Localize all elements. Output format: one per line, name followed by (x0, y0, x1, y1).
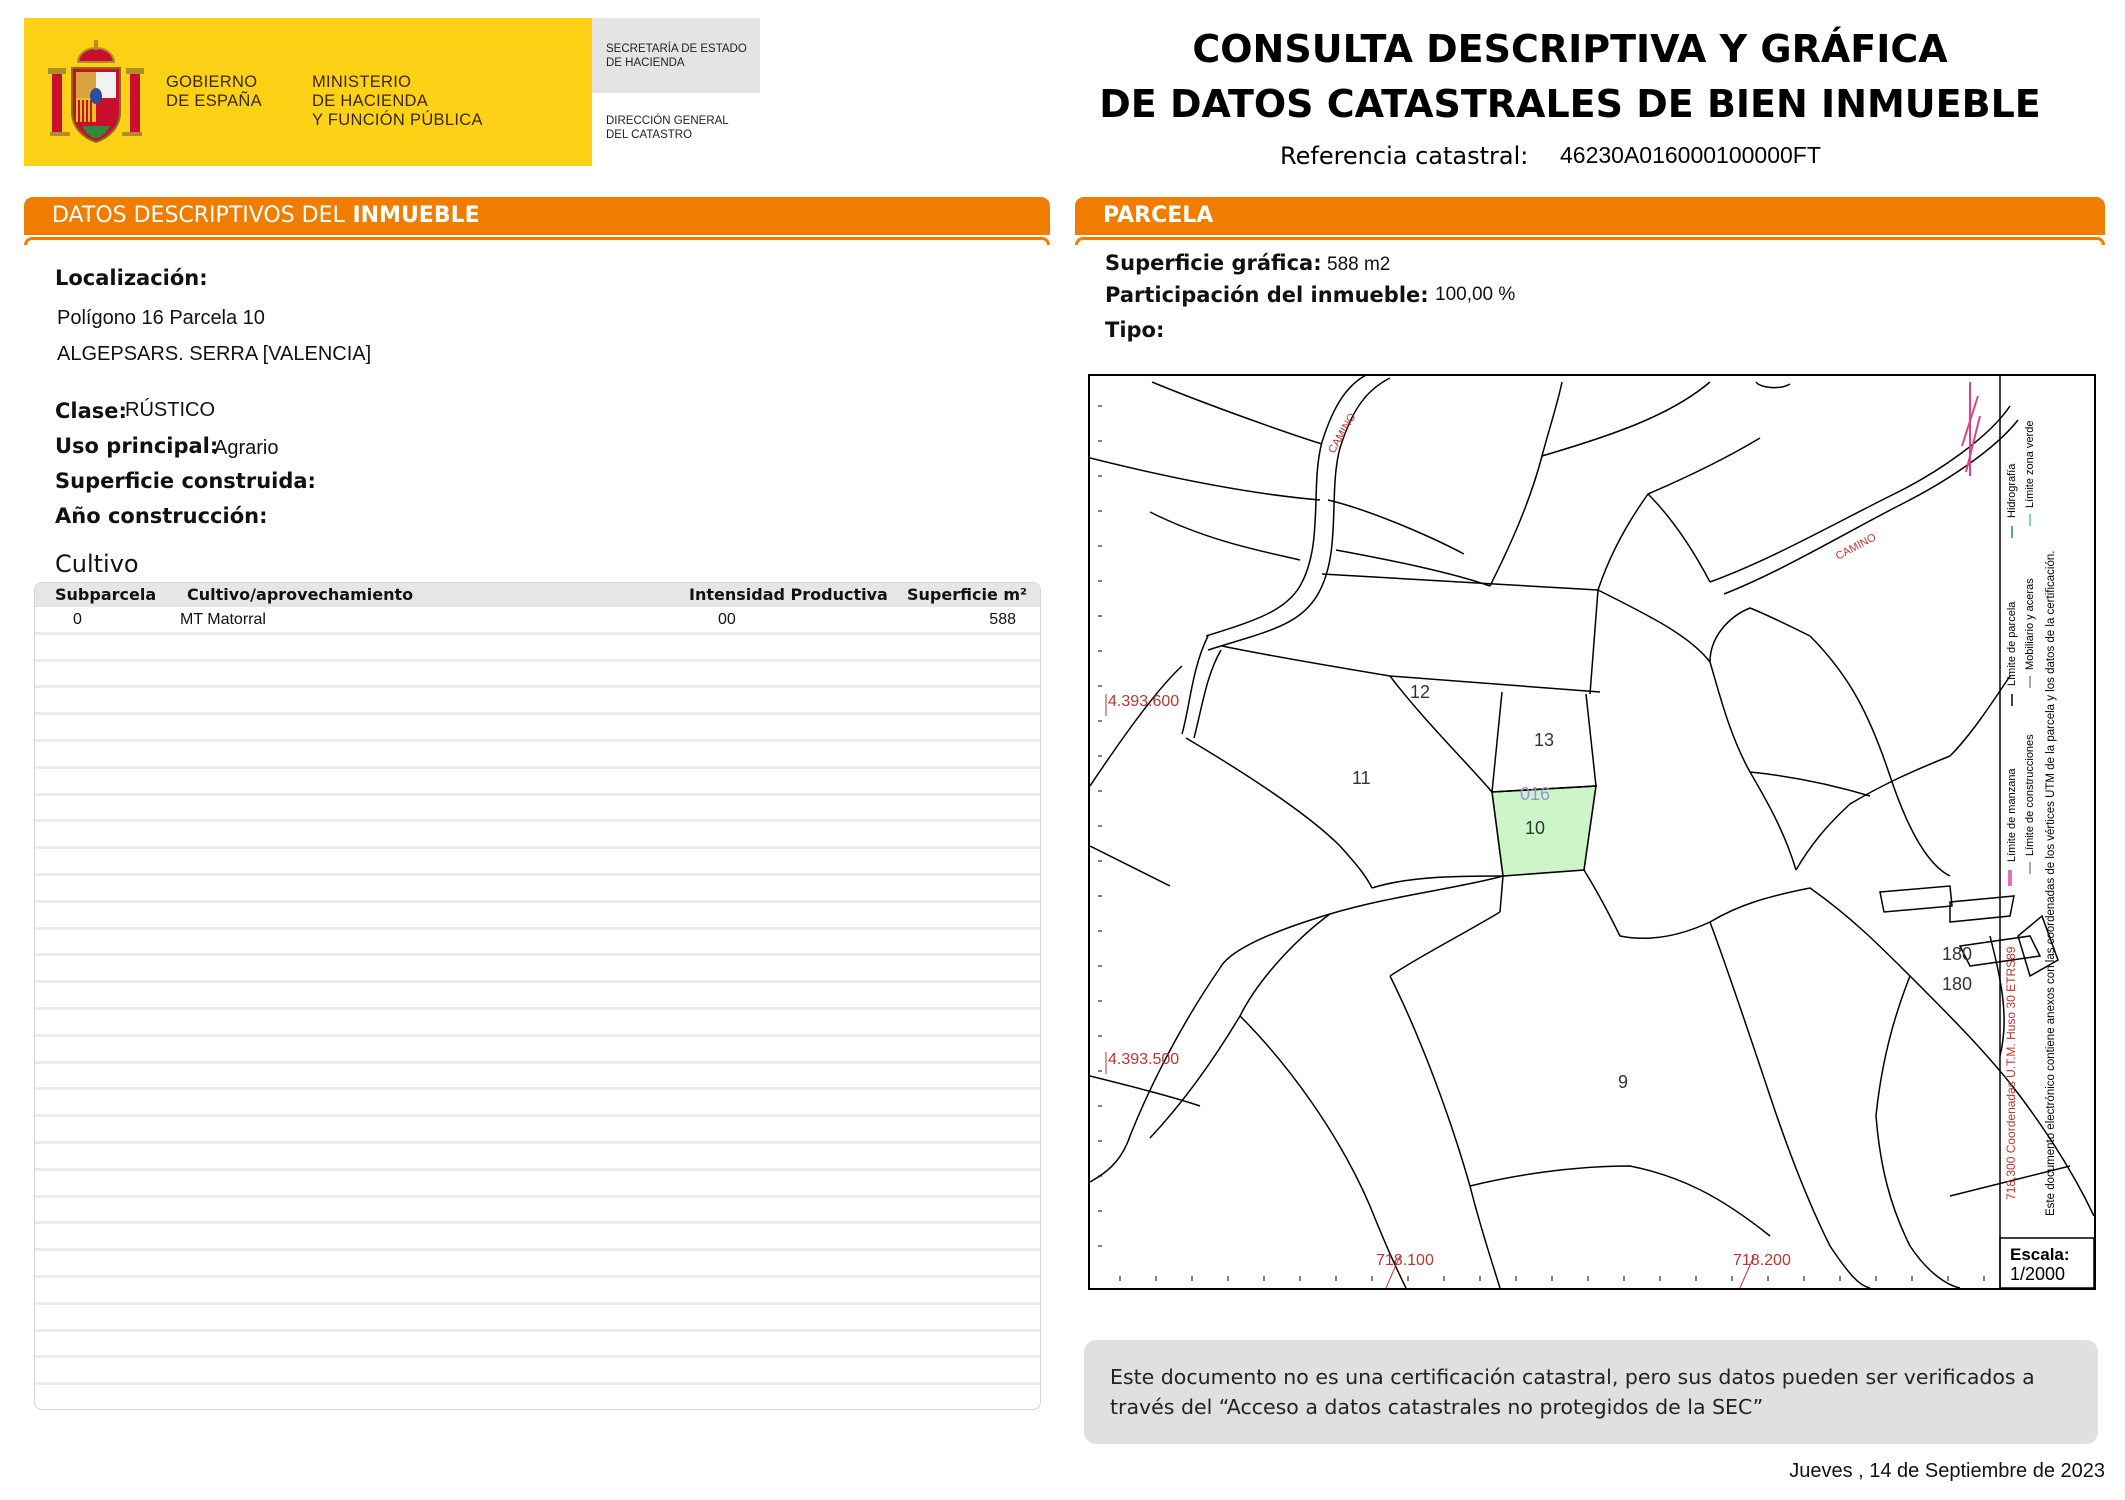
parcel-number: 11 (1352, 768, 1371, 788)
legend-item: Límite de manzana (2006, 768, 2018, 862)
document-title-line: DE DATOS CATASTRALES DE BIEN INMUEBLE (1099, 82, 2041, 126)
table-row-separator (35, 846, 1040, 849)
use-label: Uso principal: (55, 434, 219, 458)
cadastral-map (1088, 374, 2096, 1290)
coord-label-y: 4.393.500 (1108, 1051, 1180, 1068)
type-label: Tipo: (1105, 318, 1165, 342)
crop-intensidad: 00 (718, 611, 736, 628)
reference-value: 46230A016000100000FT (1560, 142, 1821, 168)
table-row-separator (35, 632, 1040, 635)
graphic-area-label: Superficie gráfica: (1105, 251, 1322, 275)
class-value: RÚSTICO (125, 399, 215, 421)
government-name-line: GOBIERNO (166, 73, 258, 91)
direccion-name (606, 114, 729, 142)
notice-line: Este documento no es una certificación catastral, pero sus datos pueden ser verificados a (1110, 1365, 2035, 1389)
location-label: Localización: (55, 266, 208, 290)
crops-table-header (35, 583, 1040, 607)
crops-header-intensidad: Intensidad Productiva (689, 585, 888, 604)
table-row-separator (35, 1007, 1040, 1010)
legend-swatch-manzana (2008, 870, 2012, 886)
table-row-separator (35, 766, 1040, 769)
table-row-separator (35, 1114, 1040, 1117)
table-row-separator (35, 873, 1040, 876)
document-title (1090, 22, 2050, 132)
table-row-separator (35, 980, 1040, 983)
table-row-separator (35, 1275, 1040, 1278)
crop-subparcela: 0 (73, 611, 82, 628)
descriptive-section-title-a: DATOS DESCRIPTIVOS DEL (52, 203, 345, 228)
secretaria-line: DE HACIENDA (606, 57, 685, 69)
table-row-separator (35, 739, 1040, 742)
legend-item: Límite zona verde (2024, 420, 2036, 508)
parcel-boundaries (1090, 376, 2094, 1288)
parcel-number: 9 (1618, 1072, 1629, 1092)
table-row-separator (35, 953, 1040, 956)
legend-item: Límite de parcela (2006, 601, 2018, 686)
secretaria-line: SECRETARÍA DE ESTADO (606, 43, 747, 55)
table-row-separator (35, 1087, 1040, 1090)
table-row-separator (35, 1302, 1040, 1305)
table-row-separator (35, 1248, 1040, 1251)
reference-label: Referencia catastral: (1280, 142, 1529, 170)
class-label: Clase: (55, 399, 127, 423)
built-area-label: Superficie construida: (55, 469, 316, 493)
legend-item: Hidrografía (2006, 463, 2018, 518)
construction-year-label: Año construcción: (55, 504, 268, 528)
legend-item: Límite de construcciones (2024, 734, 2036, 856)
table-row-separator (35, 900, 1040, 903)
crops-header-subparcela: Subparcela (55, 585, 157, 604)
coordinates-note: 718,300 Coordenadas U.T.M. Huso 30 ETRS89 (2004, 946, 2018, 1200)
location-line2: ALGEPSARS. SERRA [VALENCIA] (57, 343, 372, 365)
table-row-separator (35, 1168, 1040, 1171)
coord-label-x: 718.100 (1376, 1252, 1434, 1269)
hydrography-marks (1962, 382, 1980, 476)
crop-cultivo: MT Matorral (180, 611, 266, 628)
table-row-separator (35, 685, 1040, 688)
government-name (166, 73, 262, 111)
polygon-label: 016 (1520, 784, 1551, 804)
table-row-separator (35, 1329, 1040, 1332)
legend-item: Mobiliario y aceras (2024, 578, 2036, 670)
cadastral-map-drawing (1090, 376, 2094, 1288)
share-value: 100,00 % (1435, 284, 1516, 305)
ministry-name-line: Y FUNCIÓN PÚBLICA (312, 111, 483, 129)
road-label: CAMINO (1326, 411, 1359, 456)
use-value: Agrario (214, 437, 279, 459)
table-row-separator (35, 1355, 1040, 1358)
ministry-name (312, 73, 483, 130)
parcel-number: 180 (1942, 974, 1973, 994)
government-logo-block (24, 18, 592, 166)
crops-header-superficie: Superficie m² (907, 585, 1028, 604)
government-name-line: DE ESPAÑA (166, 92, 262, 110)
ministry-name-line: DE HACIENDA (312, 92, 429, 110)
location-line1: Polígono 16 Parcela 10 (57, 307, 265, 329)
road-label: CAMINO (1833, 531, 1879, 563)
parcel-section-title: PARCELA (1103, 203, 1214, 228)
parcel-section-rule (1075, 237, 2105, 245)
table-row-separator (35, 793, 1040, 796)
coat-of-arms-icon (48, 38, 144, 150)
parcel-number: 10 (1525, 818, 1546, 838)
direccion-line: DIRECCIÓN GENERAL (606, 115, 729, 127)
table-row-separator (35, 712, 1040, 715)
descriptive-section-header (24, 197, 1050, 235)
crops-title: Cultivo (55, 550, 139, 578)
coord-label-y: 4.393.600 (1108, 693, 1180, 710)
ministry-name-line: MINISTERIO (312, 73, 412, 91)
graphic-area-value: 588 m2 (1327, 254, 1391, 275)
table-row-separator (35, 1382, 1040, 1385)
crop-superficie: 588 (989, 611, 1016, 628)
notice-line: través del “Acceso a datos catastrales no protegidos de la SEC” (1110, 1395, 1764, 1419)
parcel-section-header (1075, 197, 2105, 235)
descriptive-section-title-b: INMUEBLE (352, 203, 480, 228)
share-label: Participación del inmueble: (1105, 283, 1429, 307)
table-row-separator (35, 1141, 1040, 1144)
parcel-number: 180 (1942, 944, 1973, 964)
secretaria-name (606, 42, 747, 70)
table-row-separator (35, 1061, 1040, 1064)
parcel-number: 12 (1410, 682, 1431, 702)
table-row-separator (35, 1034, 1040, 1037)
map-legend (2004, 421, 2057, 1216)
crops-header-cultivo: Cultivo/aprovechamiento (187, 585, 414, 604)
descriptive-section-rule (24, 237, 1050, 245)
scale-value: 1/2000 (2010, 1264, 2066, 1284)
document-title-line: CONSULTA DESCRIPTIVA Y GRÁFICA (1192, 27, 1948, 71)
electronic-note: Este documento electrónico contiene anexos con las coordenadas de los vértices UTM de la parcela y los datos de la certificación. (2045, 550, 2057, 1216)
scale-label: Escala: (2010, 1245, 2070, 1264)
table-row-separator (35, 1195, 1040, 1198)
verification-notice (1084, 1340, 2098, 1444)
footer-date: Jueves , 14 de Septiembre de 2023 (1789, 1460, 2105, 1482)
direccion-line: DEL CATASTRO (606, 129, 693, 141)
table-row-separator (35, 927, 1040, 930)
parcel-number: 13 (1534, 730, 1555, 750)
table-row-separator (35, 1221, 1040, 1224)
table-row-separator (35, 819, 1040, 822)
coord-label-x: 718.200 (1733, 1252, 1791, 1269)
table-row-separator (35, 659, 1040, 662)
crops-table (34, 582, 1041, 1410)
